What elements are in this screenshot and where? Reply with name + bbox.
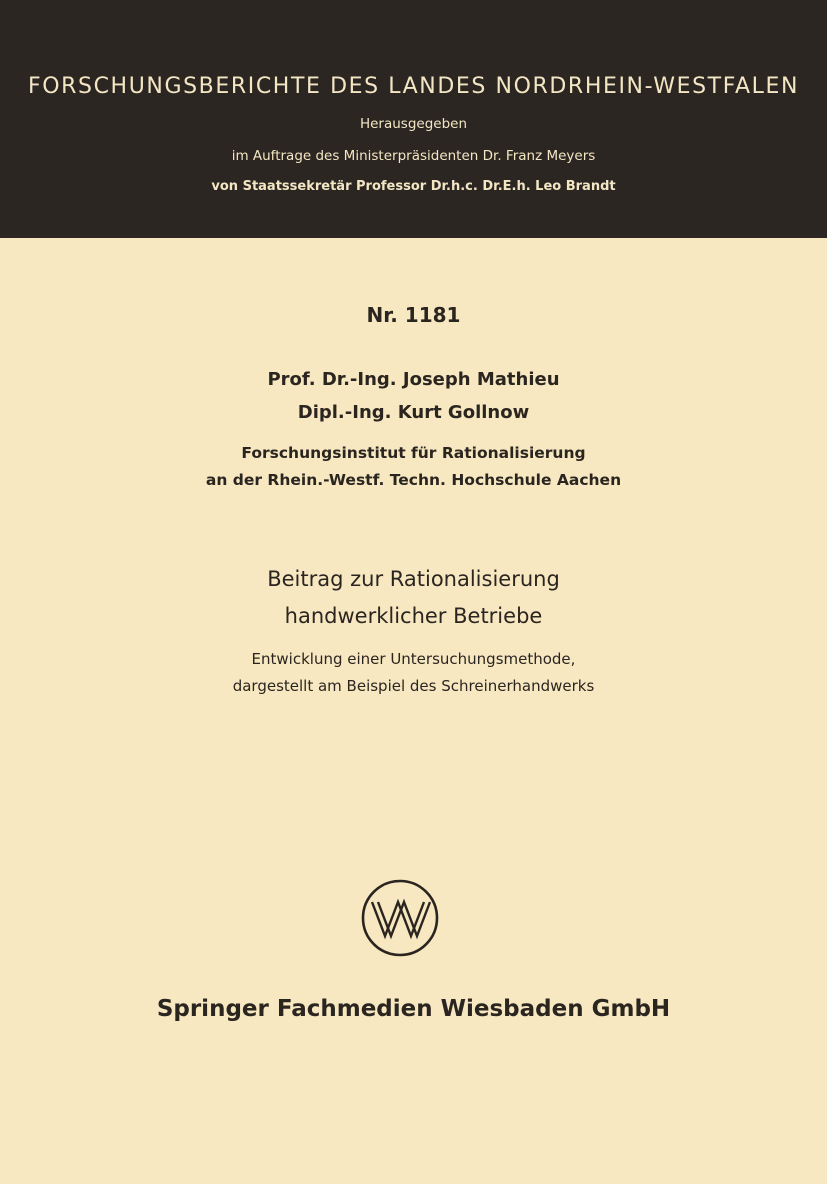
title-line-2: handwerklicher Betriebe [284,604,543,628]
editor-line-2: im Auftrage des Ministerpräsidenten Dr. Franz Meyers [231,148,596,164]
westdeutscher-verlag-logo-icon [360,878,440,958]
publisher: Springer Fachmedien Wiesbaden GmbH [156,996,671,1022]
subtitle-line-2: dargestellt am Beispiel des Schreinerhandwerks [232,677,595,695]
author-2: Dipl.-Ing. Kurt Gollnow [297,402,530,423]
editor-line-1: Herausgegeben [359,116,468,132]
editor-line-3: von Staatssekretär Professor Dr.h.c. Dr.E.h. Leo Brandt [211,179,616,194]
institution-line-1: Forschungsinstitut für Rationalisierung [241,444,586,462]
title-line-1: Beitrag zur Rationalisierung [267,567,560,591]
subtitle-line-1: Entwicklung einer Untersuchungsmethode, [251,650,576,668]
report-number: Nr. 1181 [366,303,461,327]
series-title: FORSCHUNGSBERICHTE DES LANDES NORDRHEIN-WESTFALEN [27,74,800,99]
header-band [0,0,827,238]
author-1: Prof. Dr.-Ing. Joseph Mathieu [267,369,560,390]
institution-line-2: an der Rhein.-Westf. Techn. Hochschule Aachen [205,471,622,489]
